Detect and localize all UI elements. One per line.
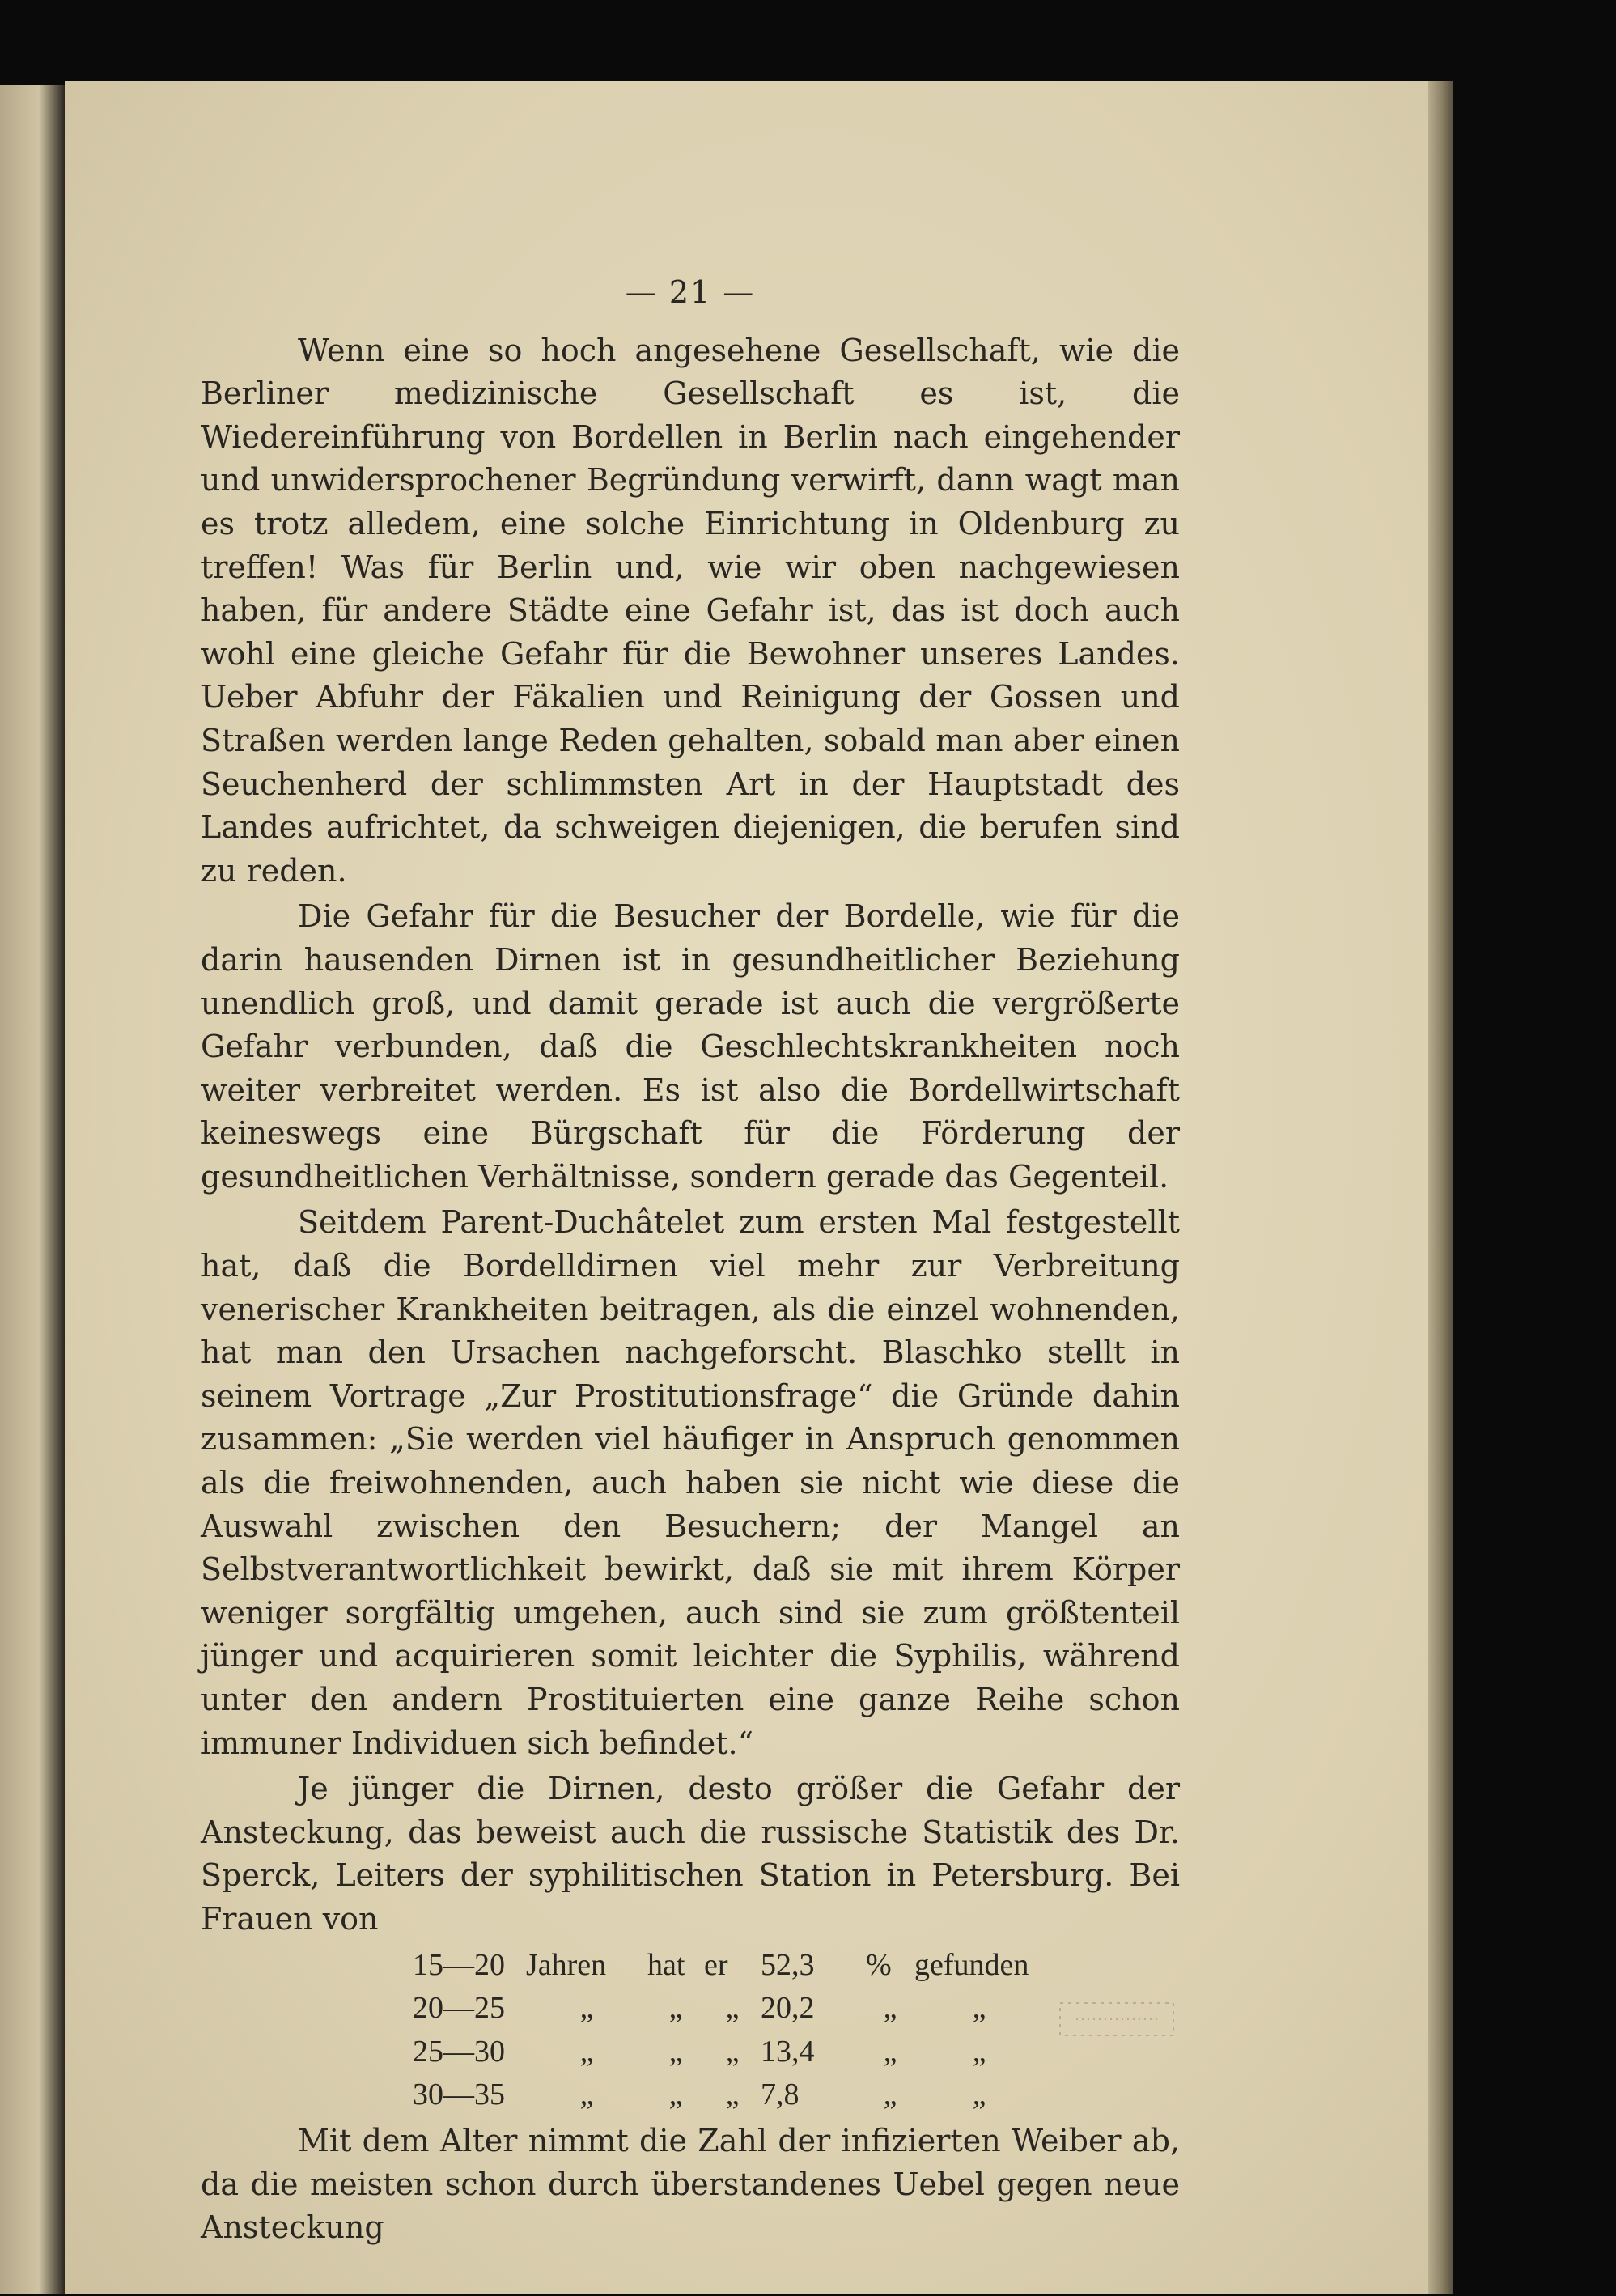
age-range: 20—25 [413,1991,505,2026]
table-row [413,2031,1028,2074]
verb-word: hat [647,1947,685,1982]
paragraph-3: Seitdem Parent-Duchâtelet zum ersten Mal festgestellt hat, daß die Bordelldirnen viel mehr zur Verbreitung venerischer Krankheiten beitragen, als die einzel wohnenden, hat man den Ursachen nachgeforscht. Blaschko stellt in seinem Vortrage „Zur Prostitutionsfrage“ die Gründe dahin zusammen: „Sie werden viel häufiger in Anspruch genommen als die freiwohnenden, auch haben sie nicht wie diese die Auswahl zwischen den Besuchern; der Mangel an Selbstverantwortlichkeit bewirkt, daß sie mit ihrem Körper weniger sorgfältig umgehen, auch sind sie zum größtenteil jünger und acquirieren somit leichter die Syphilis, während unter den andern Prostituierten eine ganze Reihe schon immuner Individuen sich befindet.“ [201,1204,1180,1761]
unit-word: Jahren [526,1947,607,1982]
ditto-mark: „ [579,2077,594,2112]
ditto-mark: „ [579,1991,594,2026]
ditto-mark: „ [972,2077,986,2112]
library-stamp-mark [1052,1995,1181,2043]
subject-word: er [704,1947,728,1982]
table-row [413,2073,1028,2117]
ditto-mark: „ [668,1991,683,2026]
ditto-mark: „ [579,2034,594,2069]
paragraph-1: Wenn eine so hoch angesehene Gesellschaft, wie die Berliner medizinische Gesellschaft es ist, die Wiedereinführung von Bordellen in Berlin nach eingehender und unwidersprochener Begründung verwirft, dann wagt man es trotz alledem, eine solche Einrichtung in Oldenburg zu treffen! Was für Berlin und, wie wir oben nachgewiesen haben, für andere Städte eine Gefahr ist, das ist doch auch wohl eine gleiche Gefahr für die Bewohner unseres Landes. Ueber Abfuhr der Fäkalien und Reinigung der Gossen und Straßen werden lange Reden gehalten, sobald man aber einen Seuchenherd der schlimmsten Art in der Hauptstadt des Landes aufrichtet, da schweigen diejenigen, die berufen sind zu reden. [201,332,1180,889]
ditto-mark: „ [883,2034,897,2069]
percent-sign: % [866,1947,892,1982]
paragraph-4: Je jünger die Dirnen, desto größer die Gefahr der Ansteckung, das beweist auch die russische Statistik des Dr. Sperck, Leiters der syphilitischen Station in Petersburg. Bei Frauen von [201,1771,1180,1937]
percentage-value: 7,8 [761,2077,800,2112]
age-range: 25—30 [413,2034,505,2069]
ditto-mark: „ [883,2077,897,2112]
page-right-edge [1428,81,1453,2294]
percentage-value: 20,2 [761,1991,815,2026]
ditto-mark: „ [668,2077,683,2112]
left-page-edge [0,85,65,2294]
ditto-mark: „ [668,2034,683,2069]
table-row [413,1987,1028,2031]
closing-paragraph: Mit dem Alter nimmt die Zahl der infizierten Weiber ab, da die meisten schon durch überstandenes Uebel gegen neue Ansteckung [201,2122,1180,2246]
paragraph-2: Die Gefahr für die Besucher der Bordelle, wie für die darin hausenden Dirnen ist in gesundheitlicher Beziehung unendlich groß, und damit gerade ist auch die vergrößerte Gefahr verbunden, daß die Geschlechtskrankheiten noch weiter verbreitet werden. Es ist also die Bordellwirtschaft keineswegs eine Bürgschaft für die Förderung der gesundheitlichen Verhältnisse, sondern gerade das Gegenteil. [201,898,1180,1195]
table-row [413,1944,1028,1988]
percentage-value: 52,3 [761,1947,815,1982]
found-word: gefunden [914,1947,1029,1982]
ditto-mark: „ [725,2034,740,2069]
age-range: 30—35 [413,2077,505,2112]
page-number: — 21 — [625,274,756,310]
percentage-value: 13,4 [761,2034,815,2069]
ditto-mark: „ [972,2034,986,2069]
ditto-mark: „ [883,1991,897,2026]
age-range: 15—20 [413,1947,505,1982]
page-text [201,271,1180,2252]
ditto-mark: „ [725,2077,740,2112]
ditto-mark: „ [972,1991,986,2026]
ditto-mark: „ [725,1991,740,2026]
statistics-table [413,1944,1028,2117]
